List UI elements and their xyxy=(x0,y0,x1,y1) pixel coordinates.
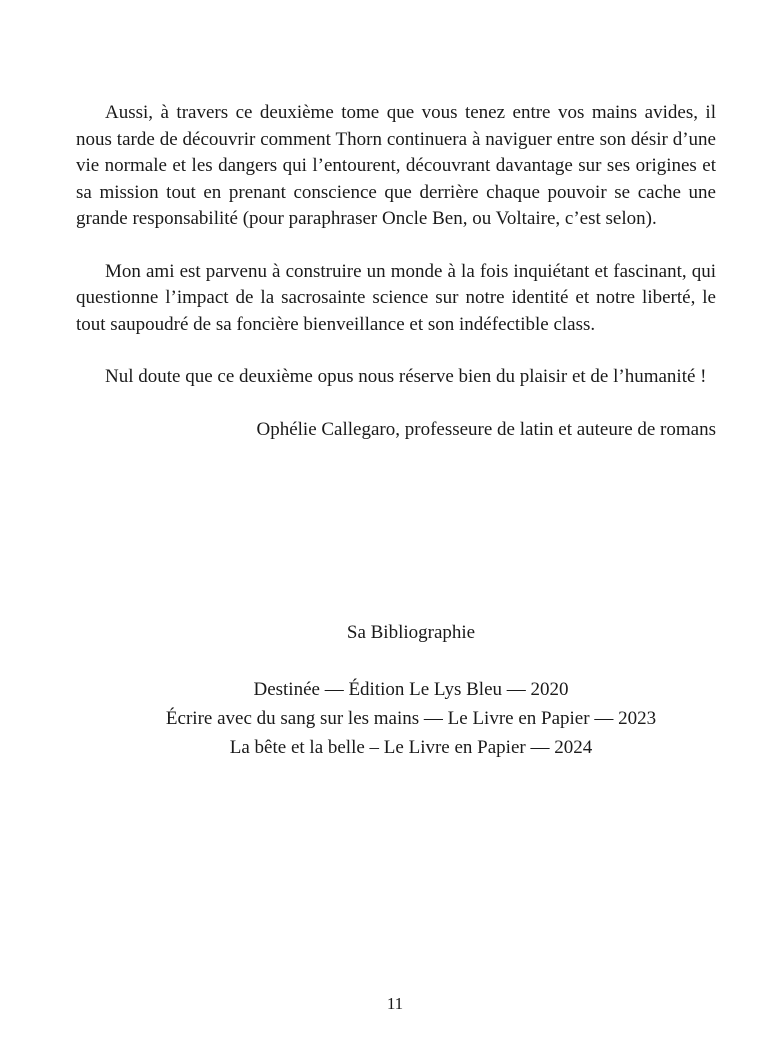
paragraph-1: Aussi, à travers ce deuxième tome que vous tenez entre vos mains avides, il nous tarde de découvrir comment Thorn continuera à naviguer entre son désir d’une vie normale et les dangers qui l’entourent, découvrant davantage sur ses origines et sa mission tout en prenant conscience que derrière chaque pouvoir se cache une grande responsabilité (pour paraphraser Oncle Ben, ou Voltaire, c’est selon). xyxy=(76,102,716,229)
bibliography-item: La bête et la belle – Le Livre en Papier — 2024 xyxy=(229,737,593,758)
bibliography-item: Écrire avec du sang sur les mains — Le Livre en Papier — 2023 xyxy=(165,708,657,729)
page-number: 11 xyxy=(386,994,404,1013)
bibliography-list xyxy=(76,675,746,762)
paragraph-3: Nul doute que ce deuxième opus nous réserve bien du plaisir et de l’humanité ! xyxy=(105,366,707,387)
bibliography-item: Destinée — Édition Le Lys Bleu — 2020 xyxy=(253,679,569,700)
bibliography-title: Sa Bibliographie xyxy=(346,622,476,643)
body-text xyxy=(76,100,716,443)
signature: Ophélie Callegaro, professeure de latin et auteure de romans xyxy=(256,418,716,440)
bibliography xyxy=(76,618,746,762)
paragraph-2: Mon ami est parvenu à construire un monde à la fois inquiétant et fascinant, qui questionne l’impact de la sacrosainte science sur notre identité et notre liberté, le tout saupoudré de sa foncière bienveillance et son indéfectible class. xyxy=(76,260,716,335)
